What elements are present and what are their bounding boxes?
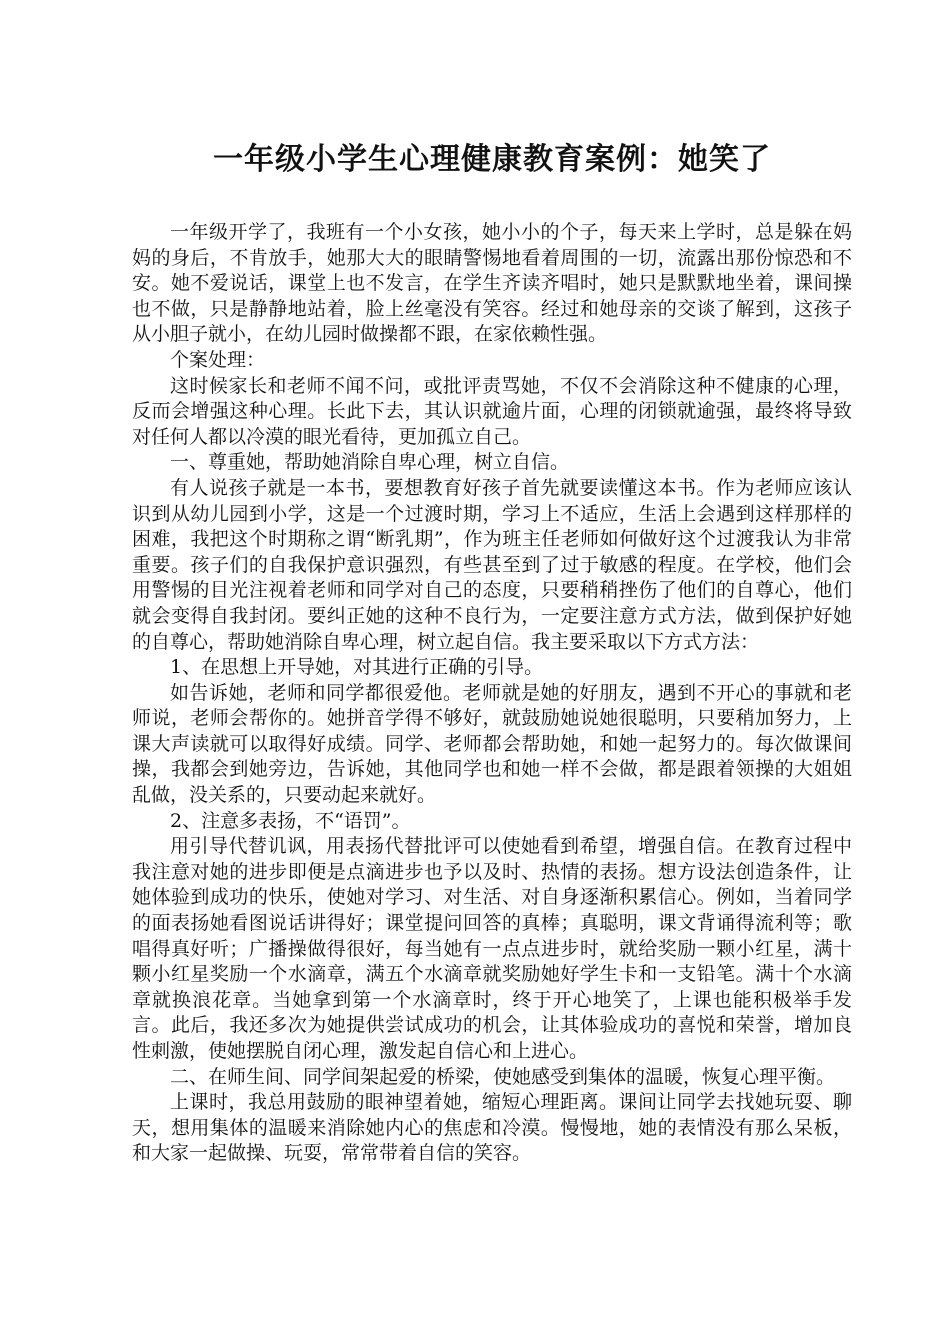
subheading-2: 2、注意多表扬，不“语罚”。	[170, 809, 411, 832]
document-title: 一年级小学生心理健康教育案例：她笑了	[213, 142, 771, 177]
section-heading-1: 一、尊重她，帮助她消除自卑心理，树立自信。	[170, 451, 570, 474]
section-heading-2: 二、在师生间、同学间架起爱的桥梁，使她感受到集体的温暖，恢复心理平衡。	[170, 1065, 836, 1088]
document-page	[132, 138, 852, 1167]
document-body	[132, 220, 852, 1167]
paragraph-section-2: 上课时，我总用鼓励的眼神望着她，缩短心理距离。课间让同学去找她玩耍、聊天，想用集体的温暖来消除她内心的焦虑和冷漠。慢慢地，她的表情没有那么呆板，和大家一起做操、玩耍，常常带着自信的笑容。	[132, 1091, 852, 1165]
paragraph-subsection-1: 如告诉她，老师和同学都很爱他。老师就是她的好朋友，遇到不开心的事就和老师说，老师会帮你的。她拼音学得不够好，就鼓励她说她很聪明，只要稍加努力，上课大声读就可以取得好成绩。同学、老师都会帮助她，和她一起努力的。每次做课间操，我都会到她旁边，告诉她，其他同学也和她一样不会做，都是跟着领操的大姐姐乱做，没关系的，只要动起来就好。	[132, 681, 852, 807]
subheading-1: 1、在思想上开导她，对其进行正确的引导。	[170, 656, 544, 679]
paragraph-analysis: 这时候家长和老师不闻不问，或批评责骂她，不仅不会消除这种不健康的心理，反而会增强这种心理。长此下去，其认识就逾片面，心理的闭锁就逾强，最终将导致对任何人都以冷漠的眼光看待，更加孤立自己。	[132, 374, 852, 448]
paragraph-case-heading: 个案处理：	[170, 348, 266, 371]
paragraph-section-1: 有人说孩子就是一本书，要想教育好孩子首先就要读懂这本书。作为老师应该认识到从幼儿园到小学，这是一个过渡时期，学习上不适应，生活上会遇到这样那样的困难，我把这个时期称之谓“断乳期”，作为班主任老师如何做好这个过渡我认为非常重要。孩子们的自我保护意识强烈，有些甚至到了过于敏感的程度。在学校，他们会用警惕的目光注视着老师和同学对自己的态度，只要稍稍挫伤了他们的自尊心，他们就会变得自我封闭。要纠正她的这种不良行为，一定要注意方式方法，做到保护好她的自尊心，帮助她消除自卑心理，树立起自信。我主要采取以下方式方法：	[132, 476, 852, 653]
paragraph-intro: 一年级开学了，我班有一个小女孩，她小小的个子，每天来上学时，总是躲在妈妈的身后，不肯放手，她那大大的眼睛警惕地看着周围的一切，流露出那份惊恐和不安。她不爱说话，课堂上也不发言，在学生齐读齐唱时，她只是默默地坐着，课间操也不做，只是静静地站着，脸上丝毫没有笑容。经过和她母亲的交谈了解到，这孩子从小胆子就小，在幼儿园时做操都不跟，在家依赖性强。	[132, 221, 852, 346]
paragraph-subsection-2: 用引导代替讥讽，用表扬代替批评可以使她看到希望，增强自信。在教育过程中我注意对她的进步即便是点滴进步也予以及时、热情的表扬。想方设法创造条件，让她体验到成功的快乐，使她对学习、对生活、对自身逐渐积累信心。例如，当着同学的面表扬她看图说话讲得好；课堂提问回答的真棒；真聪明，课文背诵得流利等；歌唱得真好听；广播操做得很好，每当她有一点点进步时，就给奖励一颗小红星，满十颗小红星奖励一个水滴章，满五个水滴章就奖励她好学生卡和一支铅笔。满十个水滴章就换浪花章。当她拿到第一个水滴章时，终于开心地笑了，上课也能积极举手发言。此后，我还多次为她提供尝试成功的机会，让其体验成功的喜悦和荣誉，增加良性刺激，使她摆脱自闭心理，激发起自信心和上进心。	[132, 835, 852, 1062]
